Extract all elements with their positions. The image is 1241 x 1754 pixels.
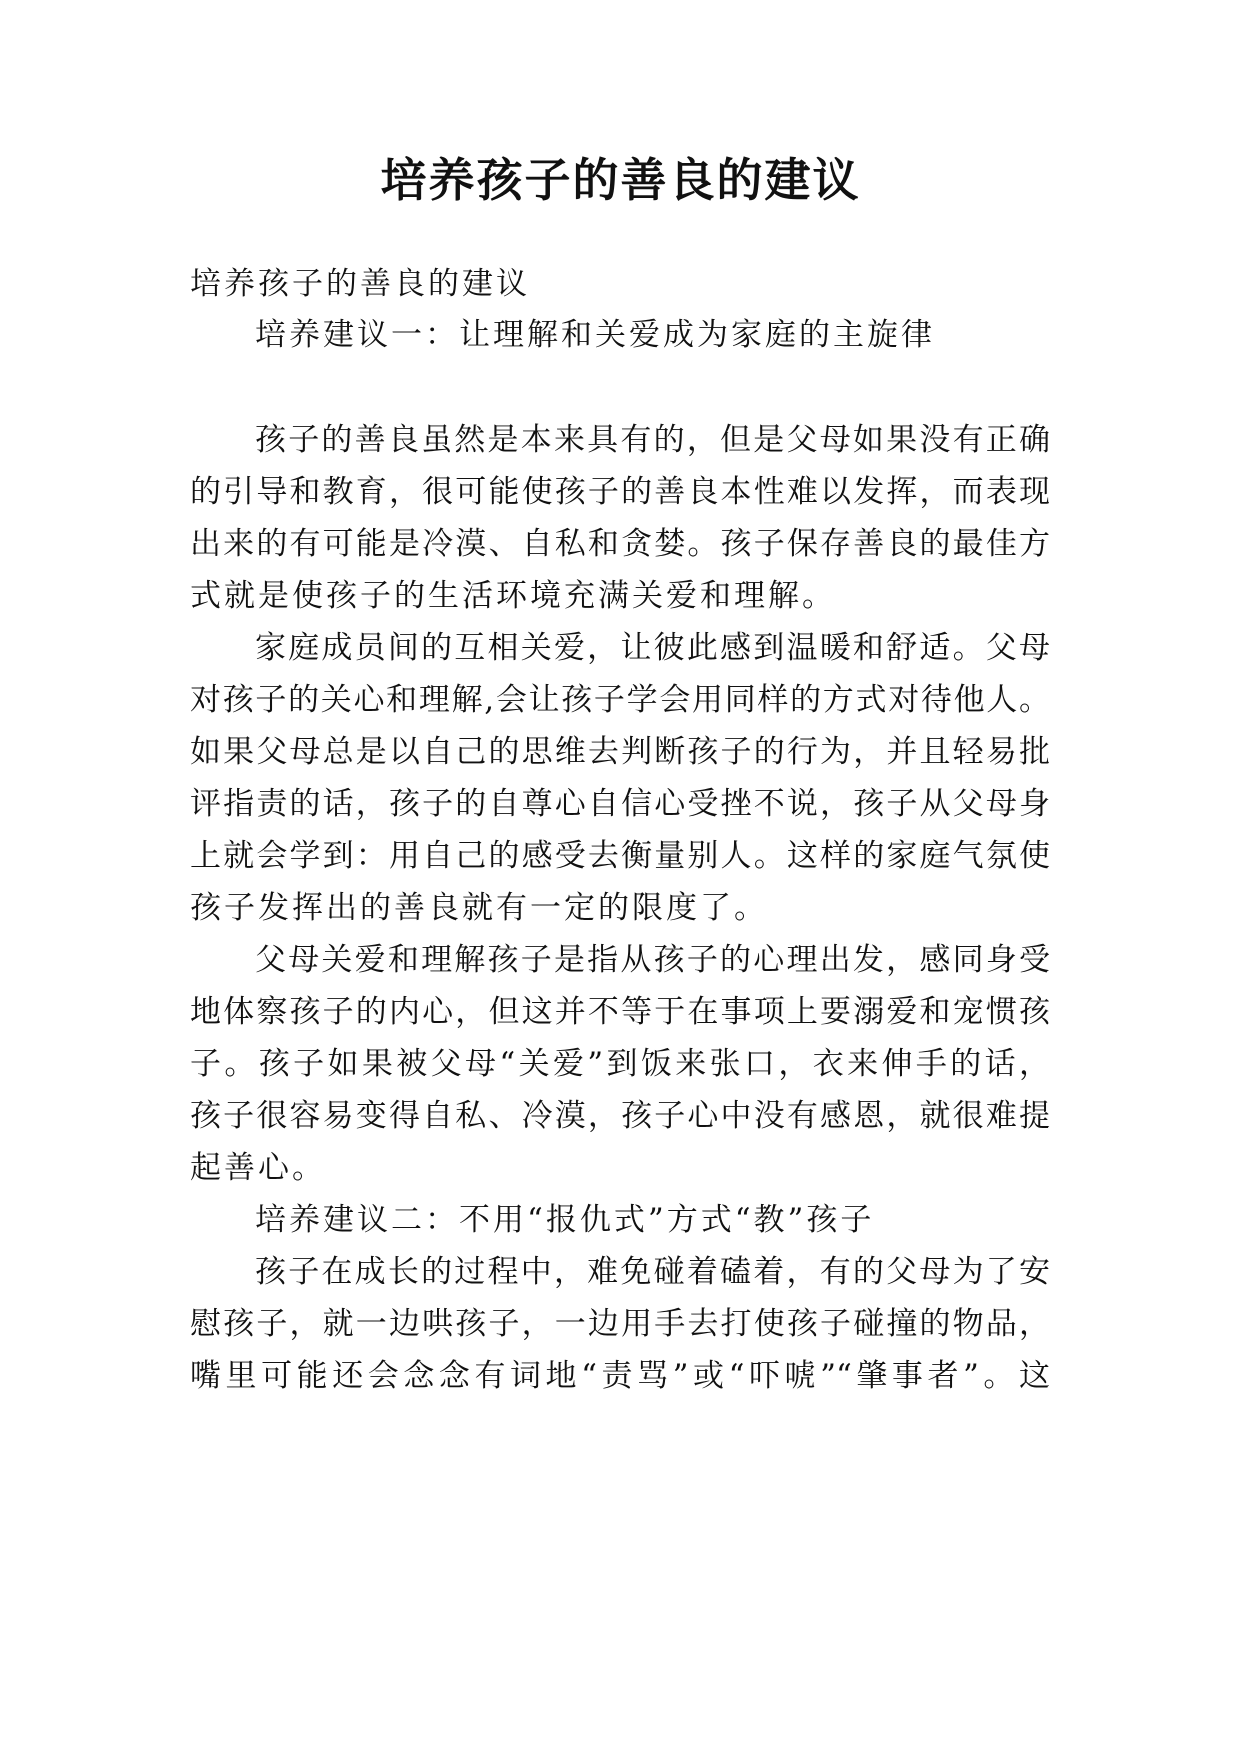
text-line: 如果父母总是以自己的思维去判断孩子的行为，并且轻易批 [190,734,1050,770]
text-line: 对孩子的关心和理解,会让孩子学会用同样的方式对待他人。 [190,682,1050,718]
text-line: 的引导和教育，很可能使孩子的善良本性难以发挥，而表现 [190,474,1050,510]
section-heading: 培养建议二：不用“报仇式”方式“教”孩子 [255,1202,875,1238]
text-line: 评指责的话，孩子的自尊心自信心受挫不说，孩子从父母身 [190,786,1050,822]
text-line: 培养孩子的善良的建议 [190,266,530,302]
text-line: 孩子发挥出的善良就有一定的限度了。 [190,890,768,926]
text-line: 孩子在成长的过程中，难免碰着磕着，有的父母为了安 [255,1254,1050,1290]
text-line: 嘴里可能还会念念有词地“责骂”或“吓唬”“肇事者”。这 [190,1358,1050,1394]
text-line: 起善心。 [190,1150,326,1186]
text-line: 父母关爱和理解孩子是指从孩子的心理出发，感同身受 [255,942,1050,978]
text-line: 出来的有可能是冷漠、自私和贪婪。孩子保存善良的最佳方 [190,526,1050,562]
text-line: 式就是使孩子的生活环境充满关爱和理解。 [190,578,836,614]
section-heading: 培养建议一：让理解和关爱成为家庭的主旋律 [255,317,935,353]
text-line: 家庭成员间的互相关爱，让彼此感到温暖和舒适。父母 [255,630,1050,666]
text-line: 孩子很容易变得自私、冷漠，孩子心中没有感恩，就很难提 [190,1098,1050,1134]
text-line: 慰孩子，就一边哄孩子，一边用手去打使孩子碰撞的物品， [190,1306,1050,1342]
text-line: 子。孩子如果被父母“关爱”到饭来张口，衣来伸手的话， [190,1046,1050,1082]
text-line: 孩子的善良虽然是本来具有的，但是父母如果没有正确 [255,422,1050,458]
text-line: 上就会学到：用自己的感受去衡量别人。这样的家庭气氛使 [190,838,1050,874]
document-title: 培养孩子的善良的建议 [380,153,861,207]
text-line: 地体察孩子的内心，但这并不等于在事项上要溺爱和宠惯孩 [190,994,1050,1030]
